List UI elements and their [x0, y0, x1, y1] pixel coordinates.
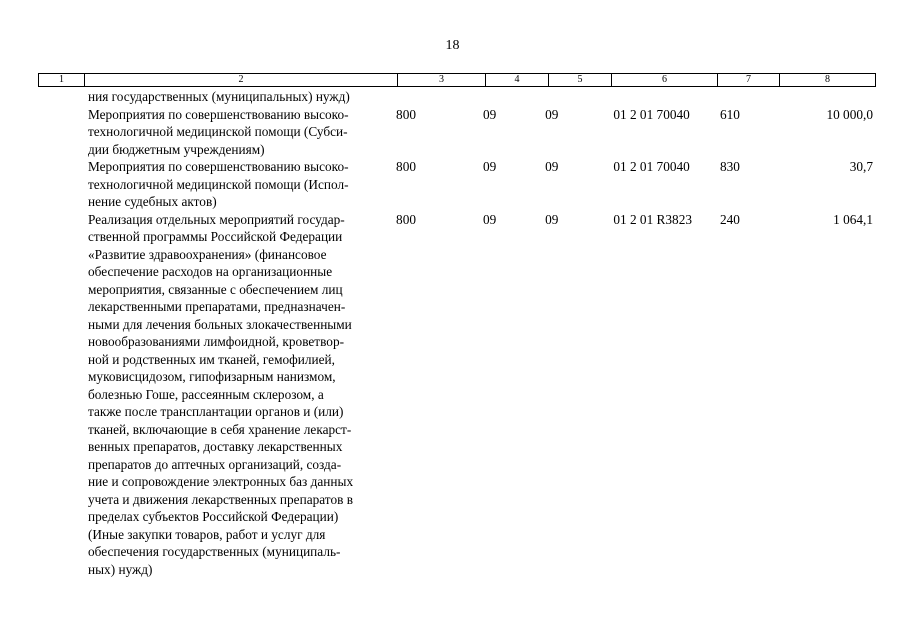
- table-row: [38, 106, 875, 159]
- column-header-table: [38, 73, 876, 87]
- row-csr: 01 2 01 R3823: [613, 211, 693, 227]
- row-pr: 09: [545, 106, 559, 122]
- column-header-row: [39, 74, 876, 87]
- row-sum: 30,7: [849, 159, 873, 174]
- row-pr: 09: [545, 211, 559, 227]
- budget-table-body: [38, 88, 875, 578]
- row-ved: 800: [396, 211, 416, 227]
- row-sum: 10 000,0: [826, 106, 873, 122]
- row-sum: 1 064,1: [833, 211, 873, 227]
- row-ved: 800: [396, 106, 416, 122]
- table-row: [38, 211, 875, 579]
- row-pr: 09: [545, 159, 559, 174]
- column-header-4: 4: [486, 74, 549, 87]
- column-header-1: 1: [39, 74, 85, 87]
- row-ved: 800: [396, 159, 416, 174]
- row-csr: 01 2 01 70040: [613, 159, 690, 174]
- table-row: [38, 158, 875, 211]
- row-name: Мероприятия по совершенствованию высоко- технологичной медицинской помощи (Испол- нение судебных актов): [88, 159, 349, 209]
- row-vr: 240: [719, 211, 740, 227]
- column-header-5: 5: [549, 74, 612, 87]
- column-header-6: 6: [612, 74, 718, 87]
- row-rz: 09: [482, 159, 497, 174]
- column-header-2: 2: [85, 74, 398, 87]
- row-vr: 830: [719, 159, 740, 174]
- column-header-7: 7: [718, 74, 780, 87]
- row-csr: 01 2 01 70040: [613, 106, 690, 122]
- row-rz: 09: [482, 211, 497, 227]
- column-header-8: 8: [780, 74, 876, 87]
- row-vr: 610: [719, 106, 740, 122]
- page-number: 18: [445, 38, 460, 53]
- row-name: Мероприятия по совершенствованию высоко- технологичной медицинской помощи (Субси- дии бюджетным учреждениям): [88, 106, 349, 157]
- row-rz: 09: [482, 106, 497, 122]
- continuation-text: ния государственных (муниципальных) нужд): [88, 89, 350, 104]
- continuation-row: [38, 88, 875, 106]
- column-header-3: 3: [398, 74, 486, 87]
- row-name: Реализация отдельных мероприятий государ- ственной программы Российской Федерации «Развитие здравоохранения» (финансовое обеспечение расходов на организационные мероприятия, связанные с обеспечением лиц лекарственными препаратами, предназначен- ными для лечения больных злокачественными новообразованиями лимфоидной, кроветвор- ной и родственных им тканей, гемофилией, муковисцидозом, гипофизарным нанизмом, болезнью Гоше, рассеянным склерозом, а также после трансплантации органов и (или) тканей, включающие в себя хранение лекарст- венных препаратов, доставку лекарственных препаратов до аптечных организаций, созда- ние и сопровождение электронных баз данных учета и движения лекарственных препаратов в пределах субъектов Российской Федерации) (Иные закупки товаров, работ и услуг для обеспечения государственных (муниципаль- ных) нужд): [88, 211, 354, 577]
